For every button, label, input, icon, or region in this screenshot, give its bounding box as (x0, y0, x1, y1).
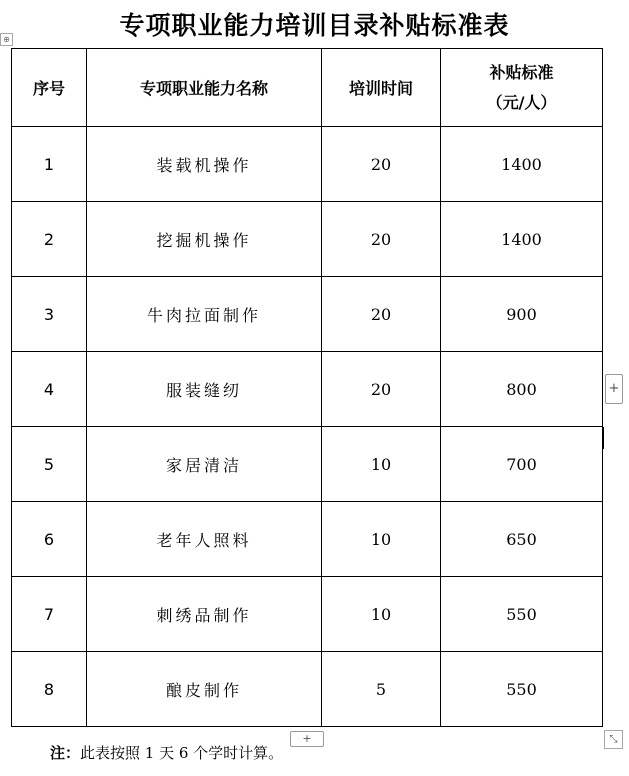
row-training-hours[interactable]: 20 (322, 202, 441, 277)
header-skill-name: 专项职业能力名称 (87, 49, 322, 127)
row-subsidy[interactable]: 550 (441, 652, 603, 727)
header-subsidy-line1: 补贴标准 (489, 62, 554, 82)
row-skill-name[interactable]: 老年人照料 (87, 502, 322, 577)
row-number[interactable]: 3 (12, 277, 87, 352)
row-number[interactable]: 4 (12, 352, 87, 427)
row-number[interactable]: 1 (12, 127, 87, 202)
row-number[interactable]: 7 (12, 577, 87, 652)
row-subsidy[interactable]: 900 (441, 277, 603, 352)
table-resize-handle-icon[interactable]: ⤡ (604, 730, 623, 749)
row-subsidy[interactable]: 550 (441, 577, 603, 652)
page-title: 专项职业能力培训目录补贴标准表 (119, 11, 510, 40)
row-skill-name[interactable]: 牛肉拉面制作 (87, 277, 322, 352)
row-subsidy[interactable]: 1400 (441, 202, 603, 277)
note-label: 注： (50, 744, 81, 762)
row-training-hours[interactable]: 10 (322, 427, 441, 502)
table-row (12, 352, 603, 427)
row-subsidy[interactable]: 700 (441, 427, 603, 502)
row-skill-name[interactable]: 装载机操作 (87, 127, 322, 202)
header-training-time: 培训时间 (322, 49, 441, 127)
row-skill-name[interactable]: 挖掘机操作 (87, 202, 322, 277)
row-subsidy[interactable]: 1400 (441, 127, 603, 202)
subsidy-table (11, 48, 603, 727)
table-note (50, 742, 283, 763)
row-training-hours[interactable]: 20 (322, 127, 441, 202)
row-skill-name[interactable]: 酿皮制作 (87, 652, 322, 727)
row-training-hours[interactable]: 20 (322, 277, 441, 352)
table-move-handle-icon[interactable]: ⊕ (0, 33, 13, 46)
table-row (12, 127, 603, 202)
table-row (12, 427, 603, 502)
row-training-hours[interactable]: 10 (322, 577, 441, 652)
row-number[interactable]: 6 (12, 502, 87, 577)
header-serial-number: 序号 (12, 49, 87, 127)
row-subsidy[interactable]: 800 (441, 352, 603, 427)
table-row (12, 652, 603, 727)
row-skill-name[interactable]: 刺绣品制作 (87, 577, 322, 652)
row-training-hours[interactable]: 10 (322, 502, 441, 577)
row-training-hours[interactable]: 5 (322, 652, 441, 727)
row-number[interactable]: 5 (12, 427, 87, 502)
note-text: 此表按照 1 天 6 个学时计算。 (80, 744, 284, 762)
row-skill-name[interactable]: 服装缝纫 (87, 352, 322, 427)
text-cursor (602, 427, 604, 449)
row-skill-name[interactable]: 家居清洁 (87, 427, 322, 502)
table-row (12, 502, 603, 577)
header-subsidy-standard (441, 49, 603, 127)
table-row (12, 202, 603, 277)
row-subsidy[interactable]: 650 (441, 502, 603, 577)
row-number[interactable]: 8 (12, 652, 87, 727)
table-row (12, 577, 603, 652)
row-number[interactable]: 2 (12, 202, 87, 277)
header-subsidy-line2: （元/人） (486, 92, 557, 112)
table-header-row (12, 49, 603, 127)
row-training-hours[interactable]: 20 (322, 352, 441, 427)
add-column-icon[interactable]: + (605, 374, 623, 404)
add-row-icon[interactable]: + (290, 731, 324, 747)
table-row (12, 277, 603, 352)
